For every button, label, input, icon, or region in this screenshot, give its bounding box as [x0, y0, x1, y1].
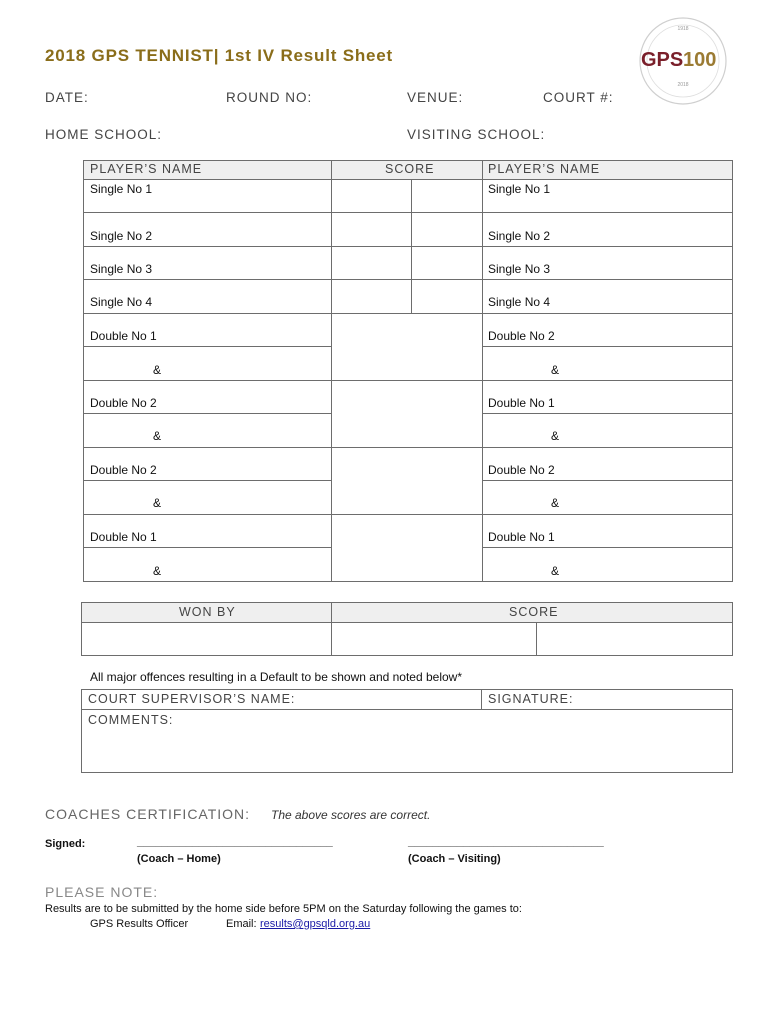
- certification-heading: COACHES CERTIFICATION:: [45, 806, 251, 822]
- comments-label: COMMENTS:: [88, 713, 174, 727]
- won-by-input[interactable]: [82, 623, 331, 655]
- svg-text:100: 100: [683, 49, 717, 71]
- venue-label: VENUE:: [407, 90, 464, 105]
- signed-label: Signed:: [45, 838, 86, 850]
- visit-player-header: PLAYER’S NAME: [488, 162, 601, 176]
- visit-player-cell: &: [551, 429, 560, 443]
- svg-text:2018: 2018: [677, 82, 689, 88]
- email-label: Email:: [226, 918, 257, 930]
- home-player-cell: Double No 1: [90, 329, 157, 343]
- round-label: ROUND NO:: [226, 90, 313, 105]
- home-player-cell: &: [153, 363, 162, 377]
- visit-player-cell: Double No 2: [488, 329, 555, 343]
- coach-visiting-label: (Coach – Visiting): [408, 853, 501, 865]
- signature-label: SIGNATURE:: [488, 692, 574, 706]
- certification-statement: The above scores are correct.: [271, 808, 431, 822]
- gps-100-logo: [638, 16, 728, 106]
- visit-player-cell: Double No 1: [488, 396, 555, 410]
- home-player-cell: Single No 1: [90, 182, 153, 196]
- visit-player-cell: Single No 4: [488, 295, 551, 309]
- coach-home-label: (Coach – Home): [137, 853, 221, 865]
- home-player-header: PLAYER’S NAME: [90, 162, 203, 176]
- home-player-cell: &: [153, 496, 162, 510]
- visit-player-cell: Double No 1: [488, 530, 555, 544]
- supervisor-name-label: COURT SUPERVISOR’S NAME:: [88, 692, 296, 706]
- visit-player-cell: &: [551, 363, 560, 377]
- visit-player-cell: Double No 2: [488, 463, 555, 477]
- visit-player-cell: Single No 3: [488, 262, 551, 276]
- won-score-visit-input[interactable]: [537, 623, 732, 655]
- visit-player-cell: Single No 2: [488, 229, 551, 243]
- visiting-school-label: VISITING SCHOOL:: [407, 127, 546, 142]
- home-school-label: HOME SCHOOL:: [45, 127, 163, 142]
- home-player-cell: Double No 2: [90, 463, 157, 477]
- score-header: SCORE: [385, 162, 435, 176]
- won-by-header: WON BY: [179, 605, 236, 619]
- home-player-cell: Double No 2: [90, 396, 157, 410]
- visit-player-cell: &: [551, 496, 560, 510]
- home-player-cell: &: [153, 429, 162, 443]
- visit-player-cell: Single No 1: [488, 182, 551, 196]
- home-player-cell: Single No 3: [90, 262, 153, 276]
- home-player-cell: &: [153, 564, 162, 578]
- court-label: COURT #:: [543, 90, 614, 105]
- home-player-cell: Double No 1: [90, 530, 157, 544]
- home-signature-line: ________________________________: [137, 836, 333, 848]
- won-score-home-input[interactable]: [332, 623, 536, 655]
- home-player-cell: Single No 2: [90, 229, 153, 243]
- visit-player-cell: &: [551, 564, 560, 578]
- date-label: DATE:: [45, 90, 89, 105]
- home-player-cell: Single No 4: [90, 295, 153, 309]
- note-text: Results are to be submitted by the home side before 5PM on the Saturday following the games to:: [45, 903, 522, 915]
- note-heading: PLEASE NOTE:: [45, 884, 159, 900]
- won-score-header: SCORE: [509, 605, 559, 619]
- offences-note: All major offences resulting in a Default to be shown and noted below*: [90, 670, 463, 684]
- visiting-signature-line: ________________________________: [408, 836, 604, 848]
- svg-text:1918: 1918: [677, 26, 689, 32]
- results-officer: GPS Results Officer: [90, 918, 189, 930]
- email-link[interactable]: results@gpsqld.org.au: [260, 918, 371, 930]
- svg-text:GPS: GPS: [641, 49, 684, 71]
- page-title: 2018 GPS TENNIST| 1st IV Result Sheet: [45, 46, 394, 65]
